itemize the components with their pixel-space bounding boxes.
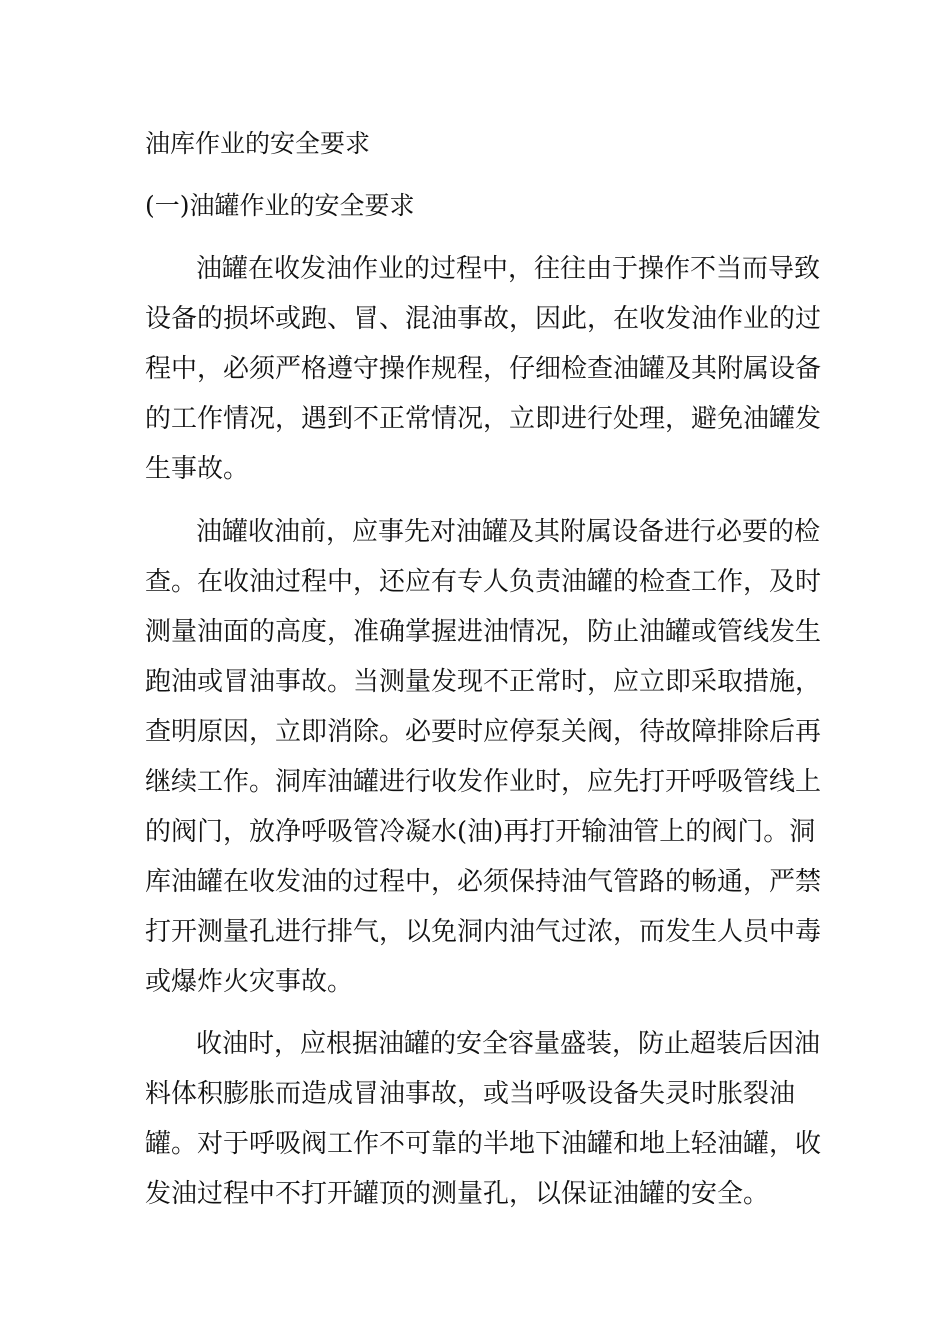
paragraph-line: 打开测量孔进行排气，以免洞内油气过浓，而发生人员中毒 (145, 917, 822, 947)
paragraph-line: 程中，必须严格遵守操作规程，仔细检查油罐及其附属设备 (145, 354, 822, 384)
paragraph-line: 查明原因，立即消除。必要时应停泵关阀，待故障排除后再 (145, 717, 822, 747)
paragraph-line: 生事故。 (145, 454, 250, 484)
paragraph-line: 料体积膨胀而造成冒油事故，或当呼吸设备失灵时胀裂油 (145, 1079, 796, 1109)
paragraph-line: 设备的损坏或跑、冒、混油事故，因此，在收发油作业的过 (145, 304, 822, 334)
paragraph-line: 收油时，应根据油罐的安全容量盛装，防止超装后因油 (196, 1029, 821, 1059)
paragraph-line: 继续工作。洞库油罐进行收发作业时，应先打开呼吸管线上 (145, 767, 822, 797)
paragraph-line: 发油过程中不打开罐顶的测量孔，以保证油罐的安全。 (145, 1179, 770, 1209)
paragraph-line: 油罐在收发油作业的过程中，往往由于操作不当而导致 (196, 254, 821, 284)
paragraph-line: 或爆炸火灾事故。 (145, 967, 354, 997)
section-heading: (一)油罐作业的安全要求 (145, 191, 415, 220)
paragraph-line: 的工作情况，遇到不正常情况，立即进行处理，避免油罐发 (145, 404, 822, 434)
paragraph-line: 查。在收油过程中，还应有专人负责油罐的检查工作，及时 (145, 567, 822, 597)
paragraph-line: 测量油面的高度，准确掌握进油情况，防止油罐或管线发生 (145, 617, 822, 647)
paragraph-line: 库油罐在收发油的过程中，必须保持油气管路的畅通，严禁 (145, 867, 822, 897)
paragraph-line: 罐。对于呼吸阀工作不可靠的半地下油罐和地上轻油罐，收 (145, 1129, 822, 1159)
paragraph-line: 油罐收油前，应事先对油罐及其附属设备进行必要的检 (196, 517, 821, 547)
document-title: 油库作业的安全要求 (145, 129, 371, 158)
paragraph-line: 的阀门，放净呼吸管冷凝水(油)再打开输油管上的阀门。洞 (145, 817, 816, 847)
paragraph-line: 跑油或冒油事故。当测量发现不正常时，应立即采取措施， (145, 667, 822, 697)
